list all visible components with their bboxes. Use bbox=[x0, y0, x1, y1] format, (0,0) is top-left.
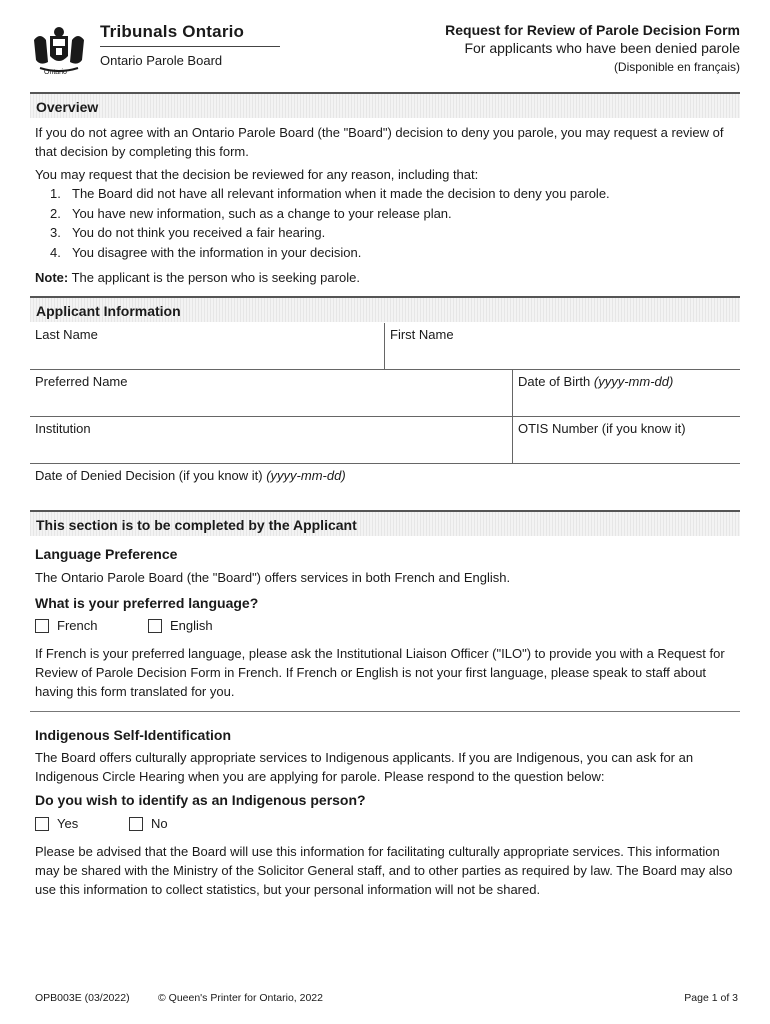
list-item: 3. You do not think you received a fair hearing. bbox=[50, 225, 326, 240]
copyright: © Queen's Printer for Ontario, 2022 bbox=[158, 992, 323, 1004]
organization-block bbox=[100, 22, 280, 68]
yes-checkbox[interactable] bbox=[35, 817, 49, 831]
overview-note: Note: The applicant is the person who is seeking parole. bbox=[35, 270, 360, 285]
logo-caption: Ontario bbox=[44, 69, 67, 76]
indigenous-heading: Indigenous Self-Identification bbox=[35, 727, 231, 743]
list-item: 2. You have new information, such as a change to your release plan. bbox=[50, 205, 452, 221]
last-name-field[interactable]: Last Name bbox=[35, 327, 98, 342]
otis-number-field[interactable]: OTIS Number (if you know it) bbox=[512, 417, 740, 463]
language-note: If French is your preferred language, please ask the Institutional Liaison Officer ("ILO") to provide you with a Request for Review of Parole Decision Form in French. If French or English is not your first language, please speak to staff about having this form translated for you. bbox=[35, 646, 725, 699]
page-number: Page 1 of 3 bbox=[684, 992, 738, 1004]
review-reasons-list bbox=[50, 184, 740, 262]
preferred-name-row bbox=[30, 370, 740, 417]
english-checkbox[interactable] bbox=[148, 619, 162, 633]
no-checkbox[interactable] bbox=[129, 817, 143, 831]
language-options bbox=[35, 618, 435, 636]
english-option[interactable]: English bbox=[148, 618, 213, 633]
language-question: What is your preferred language? bbox=[35, 595, 259, 611]
preferred-name-field[interactable]: Preferred Name bbox=[35, 374, 128, 389]
language-preference-heading: Language Preference bbox=[35, 546, 178, 562]
french-option[interactable]: French bbox=[35, 618, 97, 633]
overview-paragraph-1: If you do not agree with an Ontario Parole Board (the "Board") decision to deny you parole, you may request a review of that decision by completing this form. bbox=[35, 125, 724, 159]
no-option[interactable]: No bbox=[129, 816, 168, 831]
first-name-field[interactable]: First Name bbox=[384, 323, 740, 369]
indigenous-note: Please be advised that the Board will use this information for facilitating culturally appropriate services. This information may be shared with the Ministry of the Solicitor General staff, and to other parties as required by law. The Board may also use this information to collect statistics, but your personal information will not be shared. bbox=[35, 844, 733, 897]
applicant-information-heading: Applicant Information bbox=[30, 296, 740, 322]
date-of-birth-field[interactable]: Date of Birth (yyyy-mm-dd) bbox=[512, 370, 740, 416]
indigenous-question: Do you wish to identify as an Indigenous person? bbox=[35, 792, 366, 808]
org-subname: Ontario Parole Board bbox=[100, 53, 223, 68]
yes-option[interactable]: Yes bbox=[35, 816, 78, 831]
institution-field[interactable]: Institution bbox=[35, 421, 91, 436]
french-availability-link[interactable]: (Disponible en français) bbox=[613, 60, 740, 74]
applicant-section-heading: This section is to be completed by the Applicant bbox=[30, 510, 740, 536]
overview-paragraph-2: You may request that the decision be reviewed for any reason, including that: bbox=[35, 167, 479, 182]
institution-row bbox=[30, 417, 740, 464]
denied-decision-row bbox=[30, 464, 740, 511]
form-code: OPB003E (03/2022) bbox=[35, 992, 130, 1004]
overview-heading: Overview bbox=[30, 92, 740, 118]
section-divider bbox=[30, 711, 740, 712]
denied-decision-date-field[interactable]: Date of Denied Decision (if you know it) (yyyy-mm-dd) bbox=[35, 468, 346, 483]
indigenous-options bbox=[35, 816, 435, 834]
applicant-fields bbox=[30, 323, 740, 511]
list-item: 1. The Board did not have all relevant information when it made the decision to deny you parole. bbox=[50, 186, 610, 201]
french-checkbox[interactable] bbox=[35, 619, 49, 633]
org-name: Tribunals Ontario bbox=[100, 22, 280, 47]
name-row bbox=[30, 323, 740, 370]
list-item: 4. You disagree with the information in your decision. bbox=[50, 244, 362, 260]
form-title: Request for Review of Parole Decision Form bbox=[445, 22, 740, 38]
language-preference-text: The Ontario Parole Board (the "Board") offers services in both French and English. bbox=[35, 570, 511, 585]
form-subtitle: For applicants who have been denied parole bbox=[464, 40, 740, 56]
page-header bbox=[30, 18, 740, 80]
indigenous-text: The Board offers culturally appropriate services to Indigenous applicants. If you are Indigenous, you can ask for an Indigenous Circle Hearing when you are applying for parole. Please respond to the question below: bbox=[35, 750, 694, 784]
form-title-block bbox=[445, 22, 740, 74]
